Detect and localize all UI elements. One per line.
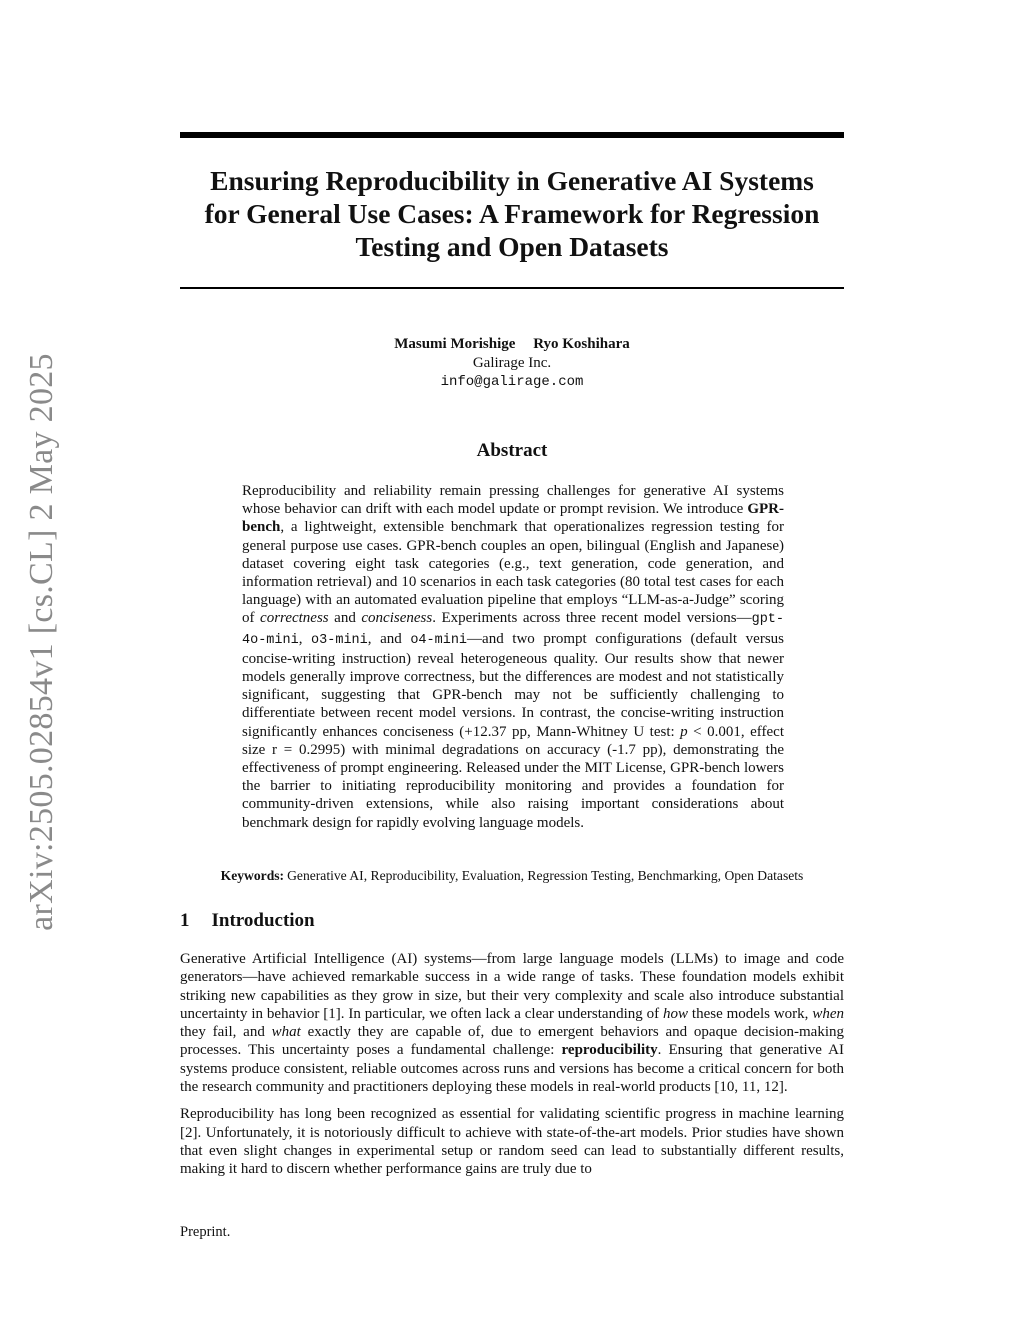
keywords-list: Generative AI, Reproducibility, Evaluation, Regression Testing, Benchmarking, Open Datasets bbox=[287, 868, 804, 883]
section-title: Introduction bbox=[211, 910, 315, 931]
model-name: o3-mini bbox=[311, 632, 368, 648]
abstract-body bbox=[242, 482, 784, 832]
model-name: o4-mini bbox=[410, 632, 468, 648]
term-correctness: correctness bbox=[260, 610, 329, 627]
section-number: 1 bbox=[180, 910, 190, 931]
abstract-paragraph: Reproducibility and reliability remain pressing challenges for generative AI systems whose behavior can drift with each model update or prompt revision. We introduce GPR-bench, a lightweight, extensible benchmark that operationalizes regression testing for general purpose use cases. GPR-bench couples an open, bilingual (English and Japanese) dataset covering eight task categories (e.g., text generation, code generation, and information retrieval) and 10 scenarios in each task categories (80 total test cases for each language) with an automated evaluation pipeline that employs “LLM-as-a-Judge” scoring of correctness and conciseness. Experiments across three recent model versions—gpt-4o-mini, o3-mini, and o4-mini—and two prompt configurations (default versus concise-writing instruction) reveal heterogeneous quality. Our results show that newer models generally improve correctness, but the differences are modest and not statistically significant, suggesting that GPR-bench may not be sufficiently challenging to differentiate between recent model versions. In contrast, the concise-writing instruction significantly enhances conciseness (+12.37 pp, Mann-Whitney U test: p < 0.001, effect size r = 0.2995) with minimal degradations on accuracy (-1.7 pp), demonstrating the effectiveness of prompt engineering. Released under the MIT License, GPR-bench lowers the barrier to initiating reproducibility monitoring and provides a foundation for community-driven extensions, while also raising important considerations about benchmark design for rapidly evolving language models. bbox=[242, 483, 784, 831]
affiliation: Galirage Inc. bbox=[472, 355, 552, 371]
abstract-heading: Abstract bbox=[476, 440, 548, 461]
benchmark-name: GPR-bench bbox=[242, 501, 784, 536]
author-name: Masumi Morishige bbox=[394, 336, 516, 352]
keywords bbox=[180, 867, 844, 885]
section-heading-introduction bbox=[180, 910, 315, 932]
title-bottom-rule bbox=[180, 287, 844, 289]
model-name: gpt-4o-mini bbox=[242, 612, 784, 648]
author-names bbox=[180, 335, 844, 354]
emphasis-reproducibility: reproducibility bbox=[561, 1042, 658, 1059]
p-value-symbol: p bbox=[680, 723, 688, 740]
author-name: Ryo Koshihara bbox=[533, 336, 630, 352]
paper-title bbox=[180, 164, 844, 263]
term-conciseness: conciseness bbox=[361, 610, 433, 627]
body-paragraph: Reproducibility has long been recognized as essential for validating scientific progress in machine learning [2]. Unfortunately, it is notoriously difficult to achieve with state-of-the-art models. Prior studies have shown that even slight changes in experimental setup or random seed can lead to substantially different results, making it hard to discern whether performance gains are truly due to bbox=[180, 1106, 844, 1178]
keywords-label: Keywords: bbox=[220, 868, 285, 883]
body-paragraph: Generative Artificial Intelligence (AI) systems—from large language models (LLMs) to image and code generators—have achieved remarkable success in a wide range of tasks. These foundation models exhibit striking new capabilities as they grow in size, but their very complexity and scale also introduce substantial uncertainty in behavior [1]. In particular, we often lack a clear understanding of how these models work, when they fail, and what exactly they are capable of, due to emergent behaviors and opaque decision-making processes. This uncertainty poses a fundamental challenge: reproducibility. Ensuring that generative AI systems produce consistent, reliable outcomes across runs and versions has become a critical concern for both the research community and practitioners deploying these models in real-world products [10, 11, 12]. bbox=[180, 951, 844, 1096]
title-line-3: Testing and Open Datasets bbox=[355, 231, 669, 262]
arxiv-identifier: arXiv:2505.02854v1 [cs.CL] 2 May 2025 bbox=[23, 353, 60, 931]
author-email: info@galirage.com bbox=[440, 374, 584, 390]
author-block bbox=[180, 335, 844, 392]
title-line-1: Ensuring Reproducibility in Generative AI Systems bbox=[210, 165, 814, 196]
title-top-rule bbox=[180, 132, 844, 138]
introduction-body bbox=[180, 950, 844, 1188]
footer-preprint: Preprint. bbox=[180, 1224, 231, 1240]
title-line-2: for General Use Cases: A Framework for Regression bbox=[204, 198, 820, 229]
